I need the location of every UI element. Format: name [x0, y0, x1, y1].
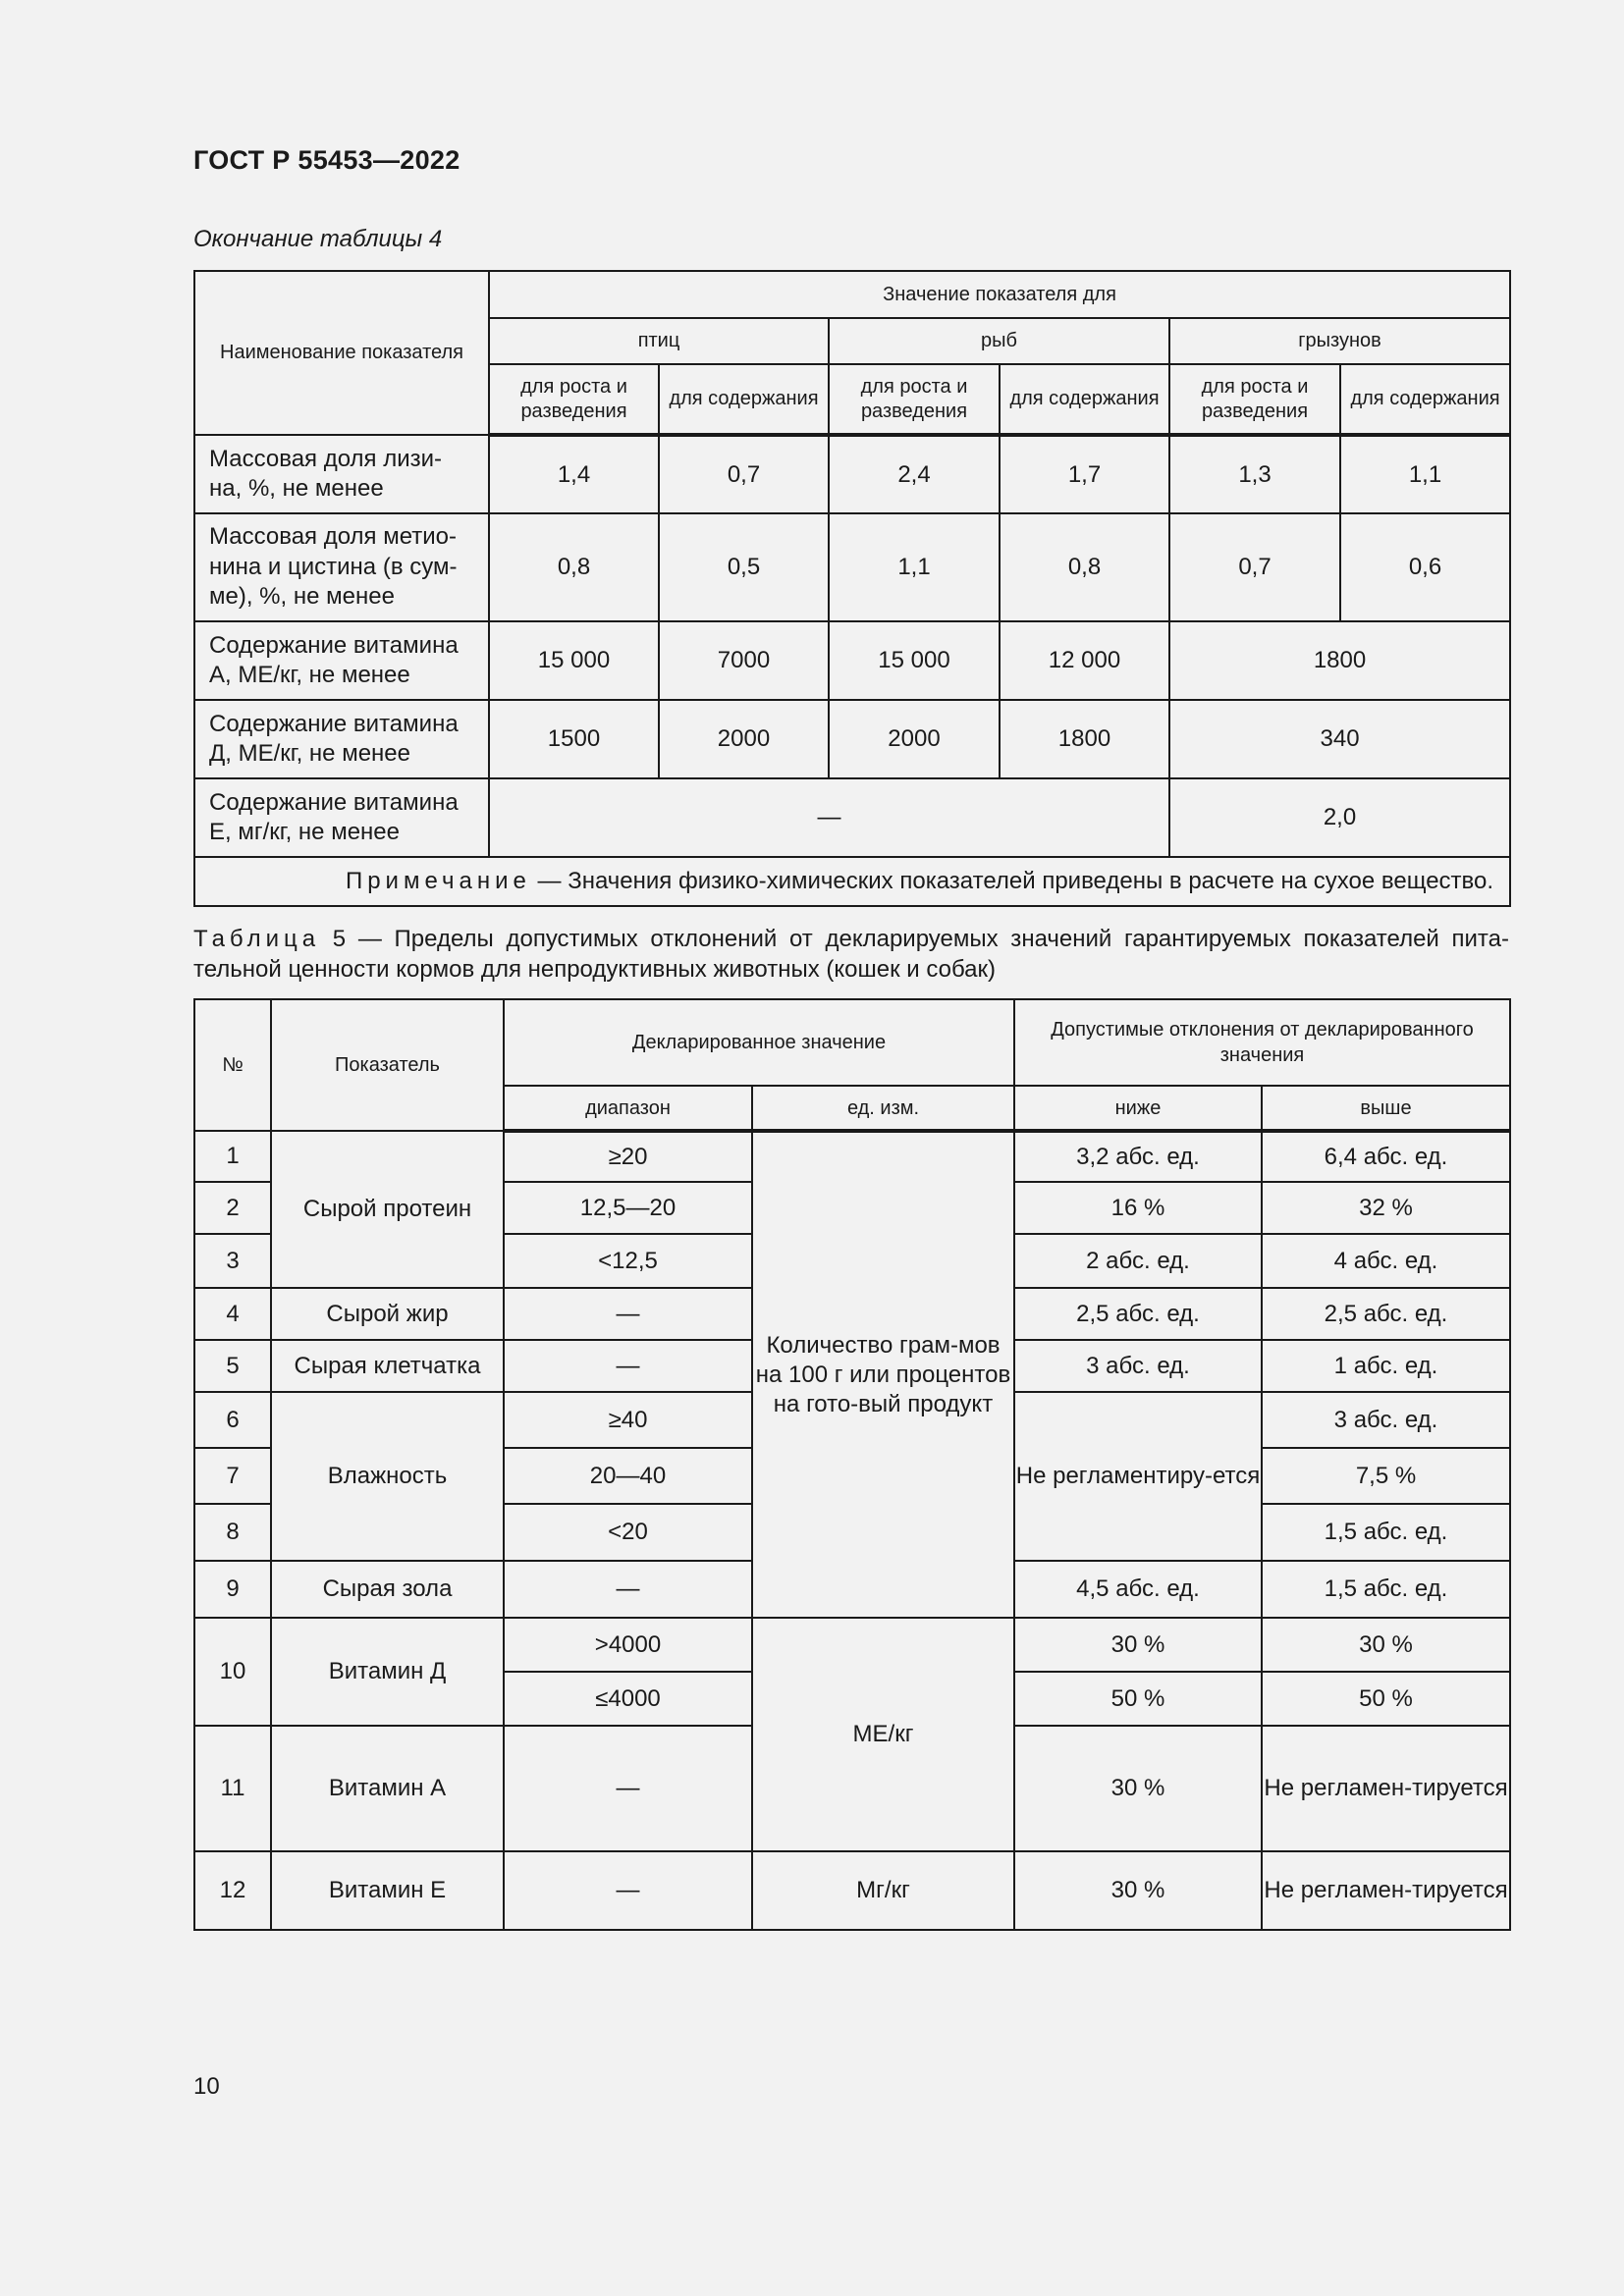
table4-caption: Окончание таблицы 4: [193, 226, 443, 252]
page-number: 10: [193, 2073, 220, 2100]
value-cell: 1,7: [1000, 435, 1169, 513]
value-cell: 7000: [659, 621, 829, 700]
subheader-growth: для роста и разведения: [489, 364, 659, 435]
range-cell: —: [504, 1561, 752, 1618]
row-number: 6: [194, 1392, 271, 1448]
row-label: Массовая доля лизи-на, %, не менее: [194, 435, 489, 513]
table-5: [193, 998, 1511, 1931]
above-cell: 50 %: [1262, 1672, 1510, 1726]
document-code: ГОСТ Р 55453—2022: [193, 145, 460, 175]
indicator-cell: Сырая зола: [271, 1561, 504, 1618]
value-cell: 1,1: [829, 513, 1000, 621]
value-cell: 340: [1169, 700, 1510, 778]
value-cell: 0,7: [659, 435, 829, 513]
indicator-cell: Влажность: [271, 1392, 504, 1561]
above-cell: 4 абс. ед.: [1262, 1234, 1510, 1288]
table-row: [194, 778, 1510, 857]
unit-cell: Мг/кг: [752, 1851, 1014, 1930]
below-cell: 2,5 абс. ед.: [1014, 1288, 1262, 1340]
above-cell: 2,5 абс. ед.: [1262, 1288, 1510, 1340]
row-number: 4: [194, 1288, 271, 1340]
indicator-cell: Витамин А: [271, 1726, 504, 1851]
value-cell: —: [489, 778, 1169, 857]
table-row: [194, 1851, 1510, 1930]
unit-cell: МЕ/кг: [752, 1618, 1014, 1851]
indicator-cell: Сырая клетчатка: [271, 1340, 504, 1392]
range-cell: >4000: [504, 1618, 752, 1672]
column-header-below: ниже: [1014, 1086, 1262, 1131]
range-cell: <20: [504, 1504, 752, 1561]
indicator-cell: Сырой жир: [271, 1288, 504, 1340]
table5-title: 5 — Пределы допустимых отклонений от декларируемых значений гарантируемых показателей пита-тельной ценности кормов для непродуктивных животных (кошек и собак): [193, 926, 1509, 983]
below-cell: 3 абс. ед.: [1014, 1340, 1262, 1392]
value-cell: 1,1: [1340, 435, 1510, 513]
above-cell: 32 %: [1262, 1182, 1510, 1234]
value-cell: 0,6: [1340, 513, 1510, 621]
indicator-cell: Сырой протеин: [271, 1131, 504, 1288]
row-number: 11: [194, 1726, 271, 1851]
row-label: Содержание витамина Д, МЕ/кг, не менее: [194, 700, 489, 778]
indicator-cell: Витамин Е: [271, 1851, 504, 1930]
row-number: 8: [194, 1504, 271, 1561]
below-cell: 3,2 абс. ед.: [1014, 1131, 1262, 1182]
above-cell: 30 %: [1262, 1618, 1510, 1672]
range-cell: —: [504, 1726, 752, 1851]
note-text: — Значения физико-химических показателей приведены в расчете на сухое вещество.: [530, 868, 1494, 894]
value-cell: 15 000: [829, 621, 1000, 700]
table5-caption: [193, 924, 1509, 985]
row-number: 3: [194, 1234, 271, 1288]
range-cell: ≥40: [504, 1392, 752, 1448]
group-header-birds: птиц: [489, 318, 829, 364]
column-header-declared: Декларированное значение: [504, 999, 1014, 1086]
group-header-fish: рыб: [829, 318, 1169, 364]
value-cell: 12 000: [1000, 621, 1169, 700]
range-cell: 20—40: [504, 1448, 752, 1504]
value-cell: 0,8: [489, 513, 659, 621]
note-label: Примечание: [345, 868, 531, 894]
subheader-growth: для роста и разведения: [829, 364, 1000, 435]
row-number: 9: [194, 1561, 271, 1618]
table-row: [194, 1131, 1510, 1182]
below-cell: Не регламентиру-ется: [1014, 1392, 1262, 1561]
row-number: 2: [194, 1182, 271, 1234]
below-cell: 4,5 абс. ед.: [1014, 1561, 1262, 1618]
value-cell: 0,7: [1169, 513, 1340, 621]
table-row: [194, 435, 1510, 513]
value-cell: 0,5: [659, 513, 829, 621]
row-number: 10: [194, 1618, 271, 1726]
table-row: [194, 700, 1510, 778]
range-cell: 12,5—20: [504, 1182, 752, 1234]
value-cell: 2,4: [829, 435, 1000, 513]
below-cell: 16 %: [1014, 1182, 1262, 1234]
column-header-value: Значение показателя для: [489, 271, 1510, 318]
range-cell: ≥20: [504, 1131, 752, 1182]
row-label: Массовая доля метио-нина и цистина (в сум-ме), %, не менее: [194, 513, 489, 621]
column-header-deviation: Допустимые отклонения от декларированного значения: [1014, 999, 1510, 1086]
range-cell: ≤4000: [504, 1672, 752, 1726]
value-cell: 1,4: [489, 435, 659, 513]
above-cell: 3 абс. ед.: [1262, 1392, 1510, 1448]
below-cell: 2 абс. ед.: [1014, 1234, 1262, 1288]
above-cell: 6,4 абс. ед.: [1262, 1131, 1510, 1182]
above-cell: 7,5 %: [1262, 1448, 1510, 1504]
value-cell: 1500: [489, 700, 659, 778]
row-label: Содержание витамина Е, мг/кг, не менее: [194, 778, 489, 857]
below-cell: 50 %: [1014, 1672, 1262, 1726]
table-row: [194, 621, 1510, 700]
column-header-number: №: [194, 999, 271, 1131]
above-cell: 1,5 абс. ед.: [1262, 1504, 1510, 1561]
table-row: [194, 1618, 1510, 1672]
subheader-keep: для содержания: [659, 364, 829, 435]
row-number: 5: [194, 1340, 271, 1392]
subheader-keep: для содержания: [1340, 364, 1510, 435]
below-cell: 30 %: [1014, 1726, 1262, 1851]
subheader-keep: для содержания: [1000, 364, 1169, 435]
column-header-indicator: Показатель: [271, 999, 504, 1131]
range-cell: <12,5: [504, 1234, 752, 1288]
indicator-cell: Витамин Д: [271, 1618, 504, 1726]
column-header-above: выше: [1262, 1086, 1510, 1131]
above-cell: Не регламен-тируется: [1262, 1851, 1510, 1930]
row-number: 7: [194, 1448, 271, 1504]
range-cell: —: [504, 1340, 752, 1392]
table4-note: [194, 857, 1510, 906]
group-header-rodents: грызунов: [1169, 318, 1510, 364]
value-cell: 1800: [1000, 700, 1169, 778]
subheader-growth: для роста и разведения: [1169, 364, 1340, 435]
value-cell: 2000: [829, 700, 1000, 778]
above-cell: 1 абс. ед.: [1262, 1340, 1510, 1392]
above-cell: Не регламен-тируется: [1262, 1726, 1510, 1851]
column-header-unit: ед. изм.: [752, 1086, 1014, 1131]
range-cell: —: [504, 1288, 752, 1340]
value-cell: 2,0: [1169, 778, 1510, 857]
column-header-name: Наименование показателя: [194, 271, 489, 435]
table-row: [194, 513, 1510, 621]
below-cell: 30 %: [1014, 1851, 1262, 1930]
row-number: 1: [194, 1131, 271, 1182]
value-cell: 1800: [1169, 621, 1510, 700]
unit-cell: Количество грам-мов на 100 г или процентов на гото-вый продукт: [752, 1131, 1014, 1618]
value-cell: 0,8: [1000, 513, 1169, 621]
value-cell: 1,3: [1169, 435, 1340, 513]
value-cell: 15 000: [489, 621, 659, 700]
table5-label: Таблица: [193, 926, 321, 952]
row-label: Содержание витамина А, МЕ/кг, не менее: [194, 621, 489, 700]
below-cell: 30 %: [1014, 1618, 1262, 1672]
row-number: 12: [194, 1851, 271, 1930]
column-header-range: диапазон: [504, 1086, 752, 1131]
above-cell: 1,5 абс. ед.: [1262, 1561, 1510, 1618]
range-cell: —: [504, 1851, 752, 1930]
table-4: [193, 270, 1511, 907]
value-cell: 2000: [659, 700, 829, 778]
